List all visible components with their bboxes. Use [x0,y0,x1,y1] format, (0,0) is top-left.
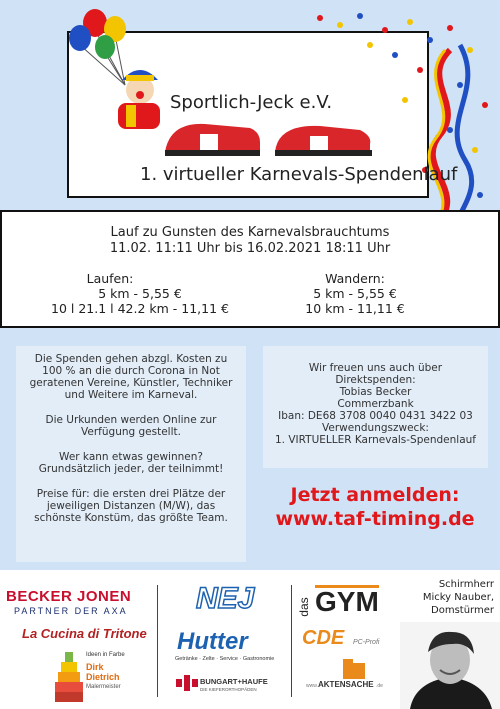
bungart-haufe-logo: BUNGART+HAUFE [200,677,268,686]
clown-shoes-illustration [160,112,375,160]
hutter-logo: Hutter [177,628,248,655]
running-section [40,271,240,316]
hiking-line-1: 5 km - 5,55 € [313,286,397,301]
sponsor-divider [291,585,292,697]
text-line: 1. VIRTUELLER Karnevals-Spendenlauf [274,434,476,446]
running-label: Laufen: [86,271,134,286]
hiking-line-2: 10 km - 11,11 € [305,301,405,316]
text-line: und Weitere im Karneval. [64,389,198,401]
text-line: Die Spenden gehen abzgl. Kosten zu [34,353,228,365]
direct-donation-panel [263,346,488,468]
text-line: Commerzbank [337,398,414,410]
register-heading: Jetzt anmelden: [290,484,460,506]
aktensache-logo: AKTENSACHE [318,680,374,689]
hiking-section [280,271,430,316]
patron-band: Domstürmer [431,605,494,616]
club-name: Sportlich-Jeck e.V. [170,92,333,113]
purpose-text: Lauf zu Gunsten des Karnevalsbrauchtums [110,225,390,240]
text-line: Verwendungszweck: [322,422,429,434]
bungart-mark-icon [176,675,198,691]
text-line: Verfügung gestellt. [81,426,181,438]
nej-logo: NEJ [196,582,255,615]
clown-balloons-illustration [60,5,170,135]
das-gym-prefix: das [297,597,311,617]
text-line: Wer kann etwas gewinnen? [59,451,203,463]
running-line-2: 10 l 21.1 l 42.2 km - 11,11 € [51,301,229,316]
info-panel-left [16,346,246,562]
dates-text: 11.02. 11:11 Uhr bis 16.02.2021 18:11 Uhr [109,241,391,256]
text-line: Preise für: die ersten drei Plätze der [36,488,226,500]
tritone-logo: La Cucina di Tritone [22,626,147,641]
certificates-paragraph [16,414,246,438]
patron-portrait [400,622,500,709]
text-line: Wir freuen uns auch über [308,362,443,374]
text-line: 100 % an die durch Corona in Not [42,365,220,377]
becker-jonen-subtitle: PARTNER DER AXA [14,606,128,616]
bungart-haufe-subtitle: DIE KIEFERORTHOPÄDEN [200,687,257,692]
aktensache-prefix: www. [306,683,318,689]
das-gym-logo: GYM [315,586,379,617]
iban-line: Iban: DE68 3708 0040 0431 3422 03 [278,410,473,422]
text-line: Grundsätzlich jeder, der teilnimmt! [38,463,224,475]
registration-link[interactable]: www.taf-timing.de [275,508,475,530]
paint-stripes-icon [55,652,83,702]
text-line: schönste Konstüm, das größte Team. [34,512,228,524]
patron-text [398,578,500,617]
running-line-1: 5 km - 5,55 € [98,286,182,301]
text-line: Direktspenden: [335,374,416,386]
dirk-dietrich-tagline: Ideen in Farbe [86,652,125,658]
prizes-paragraph [16,488,246,524]
donation-paragraph [16,353,246,401]
who-can-win-paragraph [16,451,246,475]
cde-subtitle: PC-Profi [353,639,380,646]
hiking-label: Wandern: [325,271,385,286]
folder-icon [343,659,365,679]
dirk-dietrich-subtitle: Malermeister [86,684,121,690]
event-title: 1. virtueller Karnevals-Spendenlauf [140,164,458,185]
sponsor-divider [157,585,158,697]
text-line: Tobias Becker [339,386,412,398]
patron-name: Micky Nauber, [422,592,494,603]
text-line: jeweiligen Distanzen (M/W), das [46,500,216,512]
hutter-subtitle: Getränke · Zelte · Service · Gastronomie [175,656,275,662]
patron-title: Schirmherr [438,579,494,590]
aktensache-suffix: .de [376,683,383,689]
text-line: Die Urkunden werden Online zur [45,414,217,426]
text-line: geratenen Vereine, Künstler, Techniker [29,377,233,389]
cde-logo: CDE [302,627,345,649]
dirk-dietrich-logo: Dirk Dietrich [86,662,120,682]
direct-donation-text [263,362,488,446]
becker-jonen-logo: BECKER JONEN [6,588,132,605]
